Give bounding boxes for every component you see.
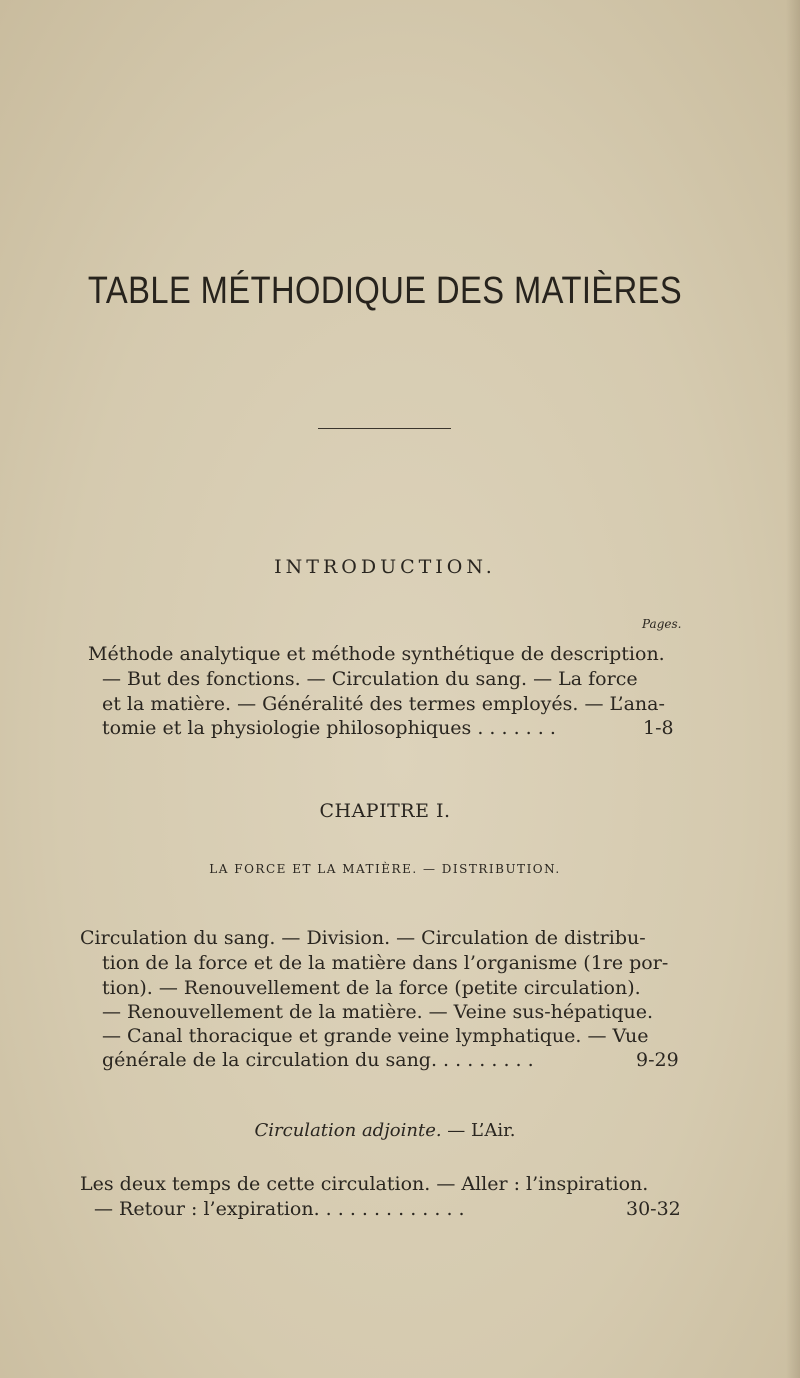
pages-label: Pages.	[642, 617, 682, 631]
circulation-adjointe-title: Circulation adjointe.	[254, 1120, 442, 1141]
circulation-adjointe-subject: — L’Air.	[441, 1120, 516, 1141]
title-rule	[318, 428, 451, 429]
chapter-1-page-range: 9-29	[636, 1049, 679, 1071]
circulation-adjointe-heading	[0, 1120, 770, 1141]
chapter-1-line-4: — Renouvellement de la matière. — Veine sus-hépatique.	[102, 1001, 654, 1023]
intro-line-4: tomie et la physiologie philosophiques . . . . . . .	[102, 717, 556, 739]
intro-line-3: et la matière. — Généralité des termes employés. — L’ana-	[102, 693, 665, 715]
chapter-1-heading: CHAPITRE I.	[319, 800, 451, 822]
intro-line-2: — But des fonctions. — Circulation du sang. — La force	[102, 668, 638, 690]
chapter-1-line-5: — Canal thoracique et grande veine lymphatique. — Vue	[102, 1025, 649, 1047]
chapter-1-subtitle: LA FORCE ET LA MATIÈRE. — DISTRIBUTION.	[209, 862, 561, 876]
intro-line-1: Méthode analytique et méthode synthétique de description.	[88, 643, 665, 665]
circulation-adjointe-page-range: 30-32	[626, 1198, 681, 1220]
chapter-1-line-6: générale de la circulation du sang. . . . . . . . .	[102, 1049, 534, 1071]
chapter-1-line-3: tion). — Renouvellement de la force (petite circulation).	[102, 977, 641, 999]
page-edge-shadow	[786, 0, 800, 1378]
intro-page-range: 1-8	[643, 717, 674, 739]
circulation-adjointe-line-1: Les deux temps de cette circulation. — Aller : l’inspiration.	[80, 1173, 649, 1195]
introduction-heading: INTRODUCTION.	[274, 556, 496, 578]
chapter-1-line-2: tion de la force et de la matière dans l’organisme (1re por-	[102, 952, 669, 974]
circulation-adjointe-line-2: — Retour : l’expiration. . . . . . . . . . . . .	[94, 1198, 465, 1220]
page-title: TABLE MÉTHODIQUE DES MATIÈRES	[87, 270, 683, 312]
chapter-1-line-1: Circulation du sang. — Division. — Circulation de distribu-	[80, 927, 646, 949]
